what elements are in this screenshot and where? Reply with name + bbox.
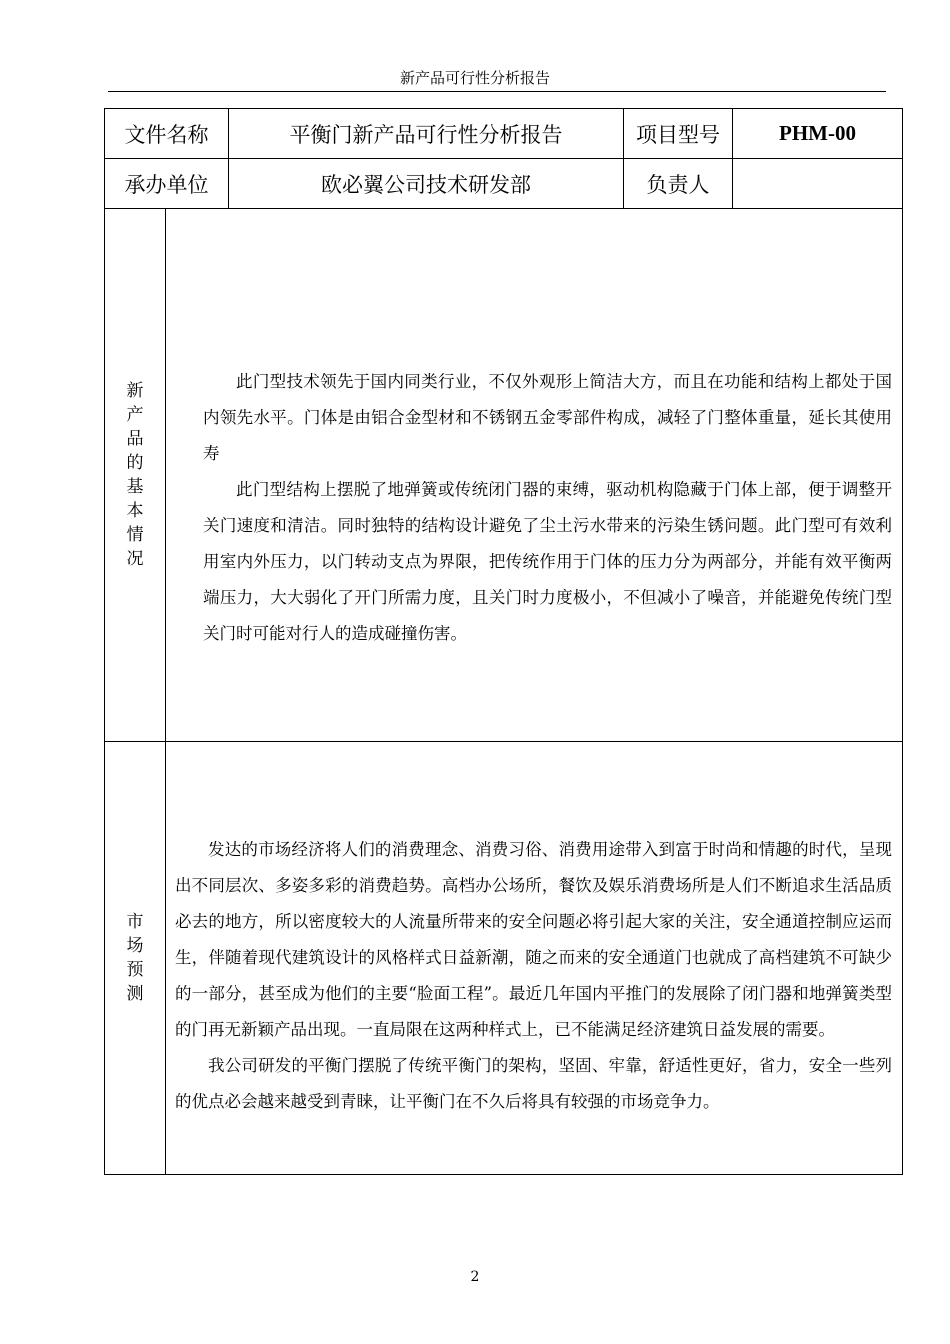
table-row-unit xyxy=(105,159,903,209)
page-number: 2 xyxy=(470,1269,480,1285)
table-row-basic-info xyxy=(105,209,903,742)
running-header: 新产品可行性分析报告 xyxy=(399,69,550,87)
basic-info-content xyxy=(166,209,903,742)
person-in-charge-label: 负责人 xyxy=(624,159,733,209)
label-char: 新 xyxy=(126,381,144,401)
person-in-charge-value xyxy=(733,159,903,209)
label-char: 场 xyxy=(126,936,144,956)
market-forecast-label xyxy=(105,742,166,1175)
table-row-market-forecast xyxy=(105,742,903,1175)
label-char: 预 xyxy=(126,960,144,980)
label-char: 基 xyxy=(126,477,144,497)
report-table xyxy=(104,108,903,1175)
paragraph: 发达的市场经济将人们的消费理念、消费习俗、消费用途带入到富于时尚和情趣的时代，呈现出不同层次、多姿多彩的消费趋势。高档办公场所，餐饮及娱乐消费场所是人们不断追求生活品质必去的地方，所以密度较大的人流量所带来的安全问题必将引起大家的关注，安全通道控制应运而生，伴随着现代建筑设计的风格样式日益新潮，随之而来的安全通道门也就成了高档建筑不可缺少的一部分，甚至成为他们的主要“脸面工程”。最近几年国内平推门的发展除了闭门器和地弹簧类型的门再无新颖产品出现。一直局限在这两种样式上，已不能满足经济建筑日益发展的需要。 xyxy=(175,840,892,1039)
paragraph: 我公司研发的平衡门摆脱了传统平衡门的架构，坚固、牢靠，舒适性更好，省力，安全一些列的优点必会越来越受到青睐，让平衡门在不久后将具有较强的市场竞争力。 xyxy=(175,1056,892,1111)
paragraph: 此门型结构上摆脱了地弹簧或传统闭门器的束缚，驱动机构隐藏于门体上部，便于调整开关门速度和清洁。同时独特的结构设计避免了尘土污水带来的污染生锈问题。此门型可有效利用室内外压力，以门转动支点为界限，把传统作用于门体的压力分为两部分，并能有效平衡两端压力，大大弱化了开门所需力度，且关门时力度极小，不但减小了噪音，并能避免传统门型关门时可能对行人的造成碰撞伤害。 xyxy=(203,480,892,643)
label-char: 的 xyxy=(126,453,144,473)
header-rule xyxy=(108,91,886,92)
basic-info-label xyxy=(105,209,166,742)
organizer-label: 承办单位 xyxy=(105,159,229,209)
file-name-value: 平衡门新产品可行性分析报告 xyxy=(229,109,624,159)
label-char: 本 xyxy=(126,501,144,521)
label-char: 况 xyxy=(126,549,144,569)
label-char: 产 xyxy=(126,405,144,425)
label-char: 品 xyxy=(126,429,144,449)
organizer-value: 欧必翼公司技术研发部 xyxy=(229,159,624,209)
project-model-label: 项目型号 xyxy=(624,109,733,159)
project-model-value: PHM-00 xyxy=(733,109,903,159)
table-row-file xyxy=(105,109,903,159)
paragraph: 此门型技术领先于国内同类行业，不仅外观形上简洁大方，而且在功能和结构上都处于国内领先水平。门体是由铝合金型材和不锈钢五金零部件构成，减轻了门整体重量，延长其使用寿 xyxy=(203,372,892,463)
label-char: 市 xyxy=(126,912,144,932)
file-name-label: 文件名称 xyxy=(105,109,229,159)
label-char: 情 xyxy=(126,525,144,545)
label-char: 测 xyxy=(126,984,144,1004)
market-forecast-content xyxy=(166,742,903,1175)
